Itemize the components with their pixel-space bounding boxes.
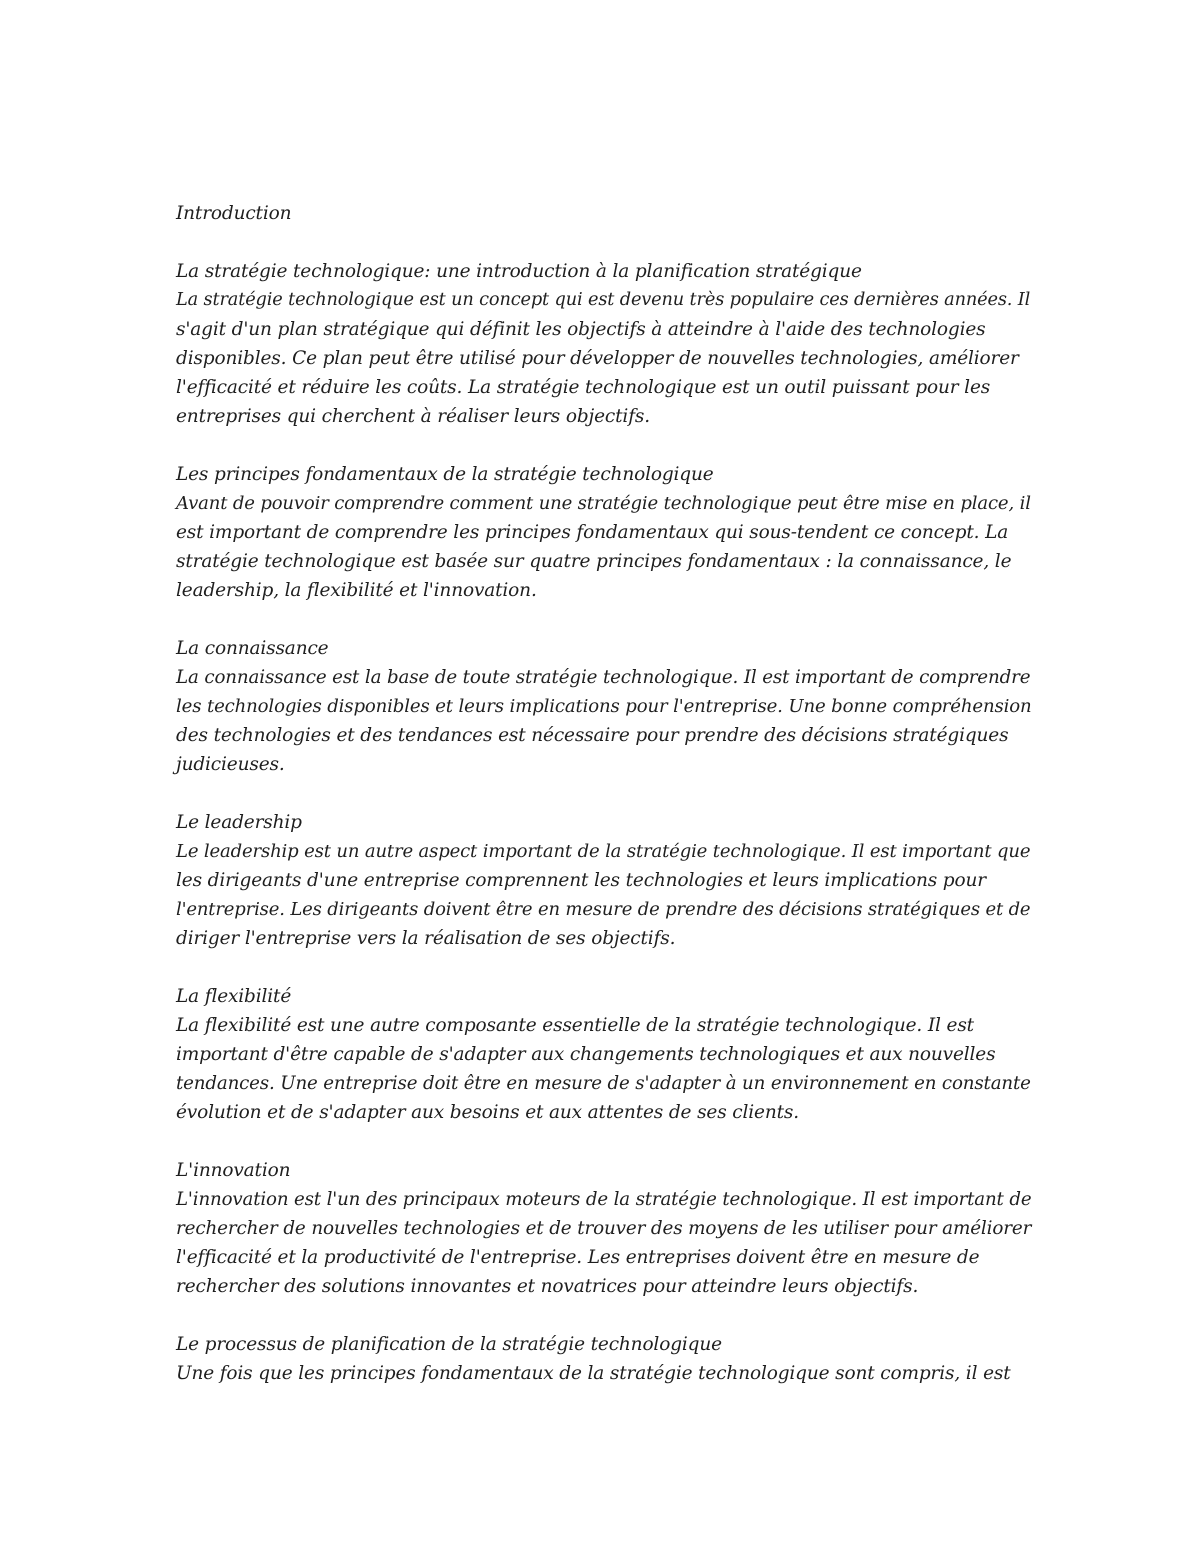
body-line: tendances. Une entreprise doit être en mesure de s'adapter à un environnement en constante <box>176 1073 1031 1094</box>
body-line: les dirigeants d'une entreprise comprennent les technologies et leurs implications pour <box>176 870 986 891</box>
paragraph-spacer <box>176 953 1036 982</box>
section-title-introduction: Introduction <box>176 203 292 224</box>
section-title-processus: Le processus de planification de la stratégie technologique <box>176 1334 722 1355</box>
body-line: Avant de pouvoir comprendre comment une stratégie technologique peut être mise en place, il <box>176 493 1031 514</box>
section-title-innovation: L'innovation <box>176 1160 291 1181</box>
paragraph-spacer <box>176 228 1036 257</box>
body-line: Une fois que les principes fondamentaux de la stratégie technologique sont compris, il est <box>176 1363 1011 1384</box>
section-title-planification: La stratégie technologique: une introduction à la planification stratégique <box>176 261 862 282</box>
body-line: l'entreprise. Les dirigeants doivent être en mesure de prendre des décisions stratégiques et de <box>176 899 1031 920</box>
paragraph-spacer <box>176 779 1036 808</box>
body-line: Le leadership est un autre aspect important de la stratégie technologique. Il est important que <box>176 841 1031 862</box>
body-line: stratégie technologique est basée sur quatre principes fondamentaux : la connaissance, le <box>176 551 1012 572</box>
body-line: l'efficacité et la productivité de l'entreprise. Les entreprises doivent être en mesure de <box>176 1247 980 1268</box>
document-body <box>176 199 1036 1388</box>
body-line: l'efficacité et réduire les coûts. La stratégie technologique est un outil puissant pour les <box>176 377 991 398</box>
body-line: La stratégie technologique est un concept qui est devenu très populaire ces dernières années. Il <box>176 290 1031 310</box>
body-line: important d'être capable de s'adapter aux changements technologiques et aux nouvelles <box>176 1044 996 1065</box>
paragraph-spacer <box>176 1127 1036 1156</box>
body-line: les technologies disponibles et leurs implications pour l'entreprise. Une bonne compréhension <box>176 696 1032 717</box>
body-line: des technologies et des tendances est nécessaire pour prendre des décisions stratégiques <box>176 725 1009 746</box>
section-title-principes: Les principes fondamentaux de la stratégie technologique <box>176 464 714 485</box>
body-line: rechercher de nouvelles technologies et de trouver des moyens de les utiliser pour améliorer <box>176 1218 1032 1239</box>
body-line: rechercher des solutions innovantes et novatrices pour atteindre leurs objectifs. <box>176 1276 919 1297</box>
body-line: judicieuses. <box>176 754 285 775</box>
body-line: entreprises qui cherchent à réaliser leurs objectifs. <box>176 406 650 427</box>
body-line: La flexibilité est une autre composante essentielle de la stratégie technologique. Il est <box>176 1015 974 1036</box>
body-line: disponibles. Ce plan peut être utilisé pour développer de nouvelles technologies, améliorer <box>176 348 1019 369</box>
body-line: évolution et de s'adapter aux besoins et aux attentes de ses clients. <box>176 1102 799 1123</box>
body-line: La connaissance est la base de toute stratégie technologique. Il est important de comprendre <box>176 667 1031 688</box>
body-line: s'agit d'un plan stratégique qui définit les objectifs à atteindre à l'aide des technologies <box>176 319 986 340</box>
section-title-leadership: Le leadership <box>176 812 302 833</box>
paragraph-spacer <box>176 605 1036 634</box>
body-line: L'innovation est l'un des principaux moteurs de la stratégie technologique. Il est important de <box>176 1189 1032 1210</box>
body-line: est important de comprendre les principes fondamentaux qui sous-tendent ce concept. La <box>176 522 1009 543</box>
paragraph-spacer <box>176 1301 1036 1330</box>
body-line: diriger l'entreprise vers la réalisation de ses objectifs. <box>176 928 676 949</box>
section-title-flexibilite: La flexibilité <box>176 986 292 1007</box>
body-line: leadership, la flexibilité et l'innovation. <box>176 580 537 601</box>
section-title-connaissance: La connaissance <box>176 638 329 659</box>
paragraph-spacer <box>176 431 1036 460</box>
